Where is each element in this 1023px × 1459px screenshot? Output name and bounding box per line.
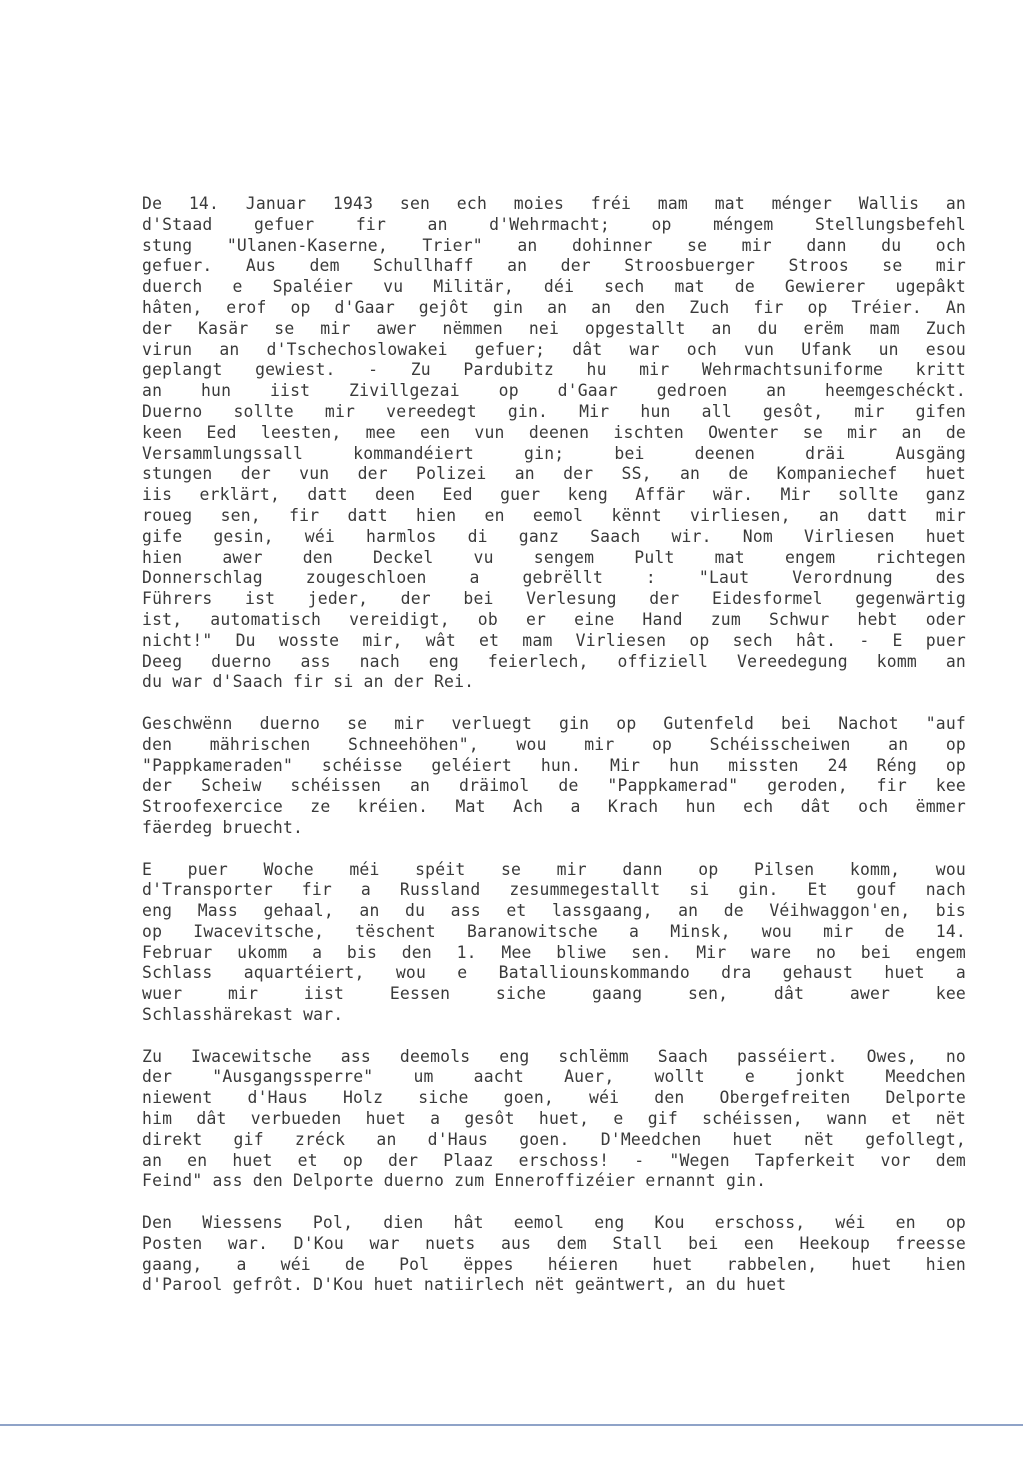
text-line: den mährischen Schneehöhen", wou mir op Schéisscheiwen an op <box>142 734 966 754</box>
text-line: virun an d'Tschechoslowakei gefuer; dât war och vun Ufank un esou <box>142 339 966 359</box>
text-line: an hun iist Zivillgezai op d'Gaar gedroen an heemgeschéckt. <box>142 381 966 401</box>
text-line: Schlasshärekast war. <box>142 1005 344 1025</box>
paragraph <box>142 1213 966 1296</box>
text-line: duerch e Spaléier vu Militär, déi sech mat de Gewierer ugepâkt <box>142 277 966 297</box>
document-body <box>142 194 966 1317</box>
text-line: keen Eed leesten, mee een vun deenen ischten Owenter se mir an de <box>142 422 966 442</box>
text-line: Donnerschlag zougeschloen a gebrëllt : "Laut Verordnung des <box>142 568 966 588</box>
text-line: du war d'Saach fir si an der Rei. <box>142 672 475 692</box>
bottom-rule <box>0 1424 1023 1426</box>
text-line: d'Transporter fir a Russland zesummegestallt si gin. Et gouf nach <box>142 880 966 900</box>
text-line: Geschwënn duerno se mir verluegt gin op Gutenfeld bei Nachot "auf <box>142 713 966 733</box>
text-line: iis erklärt, datt deen Eed guer keng Affär wär. Mir sollte ganz <box>142 485 966 505</box>
text-line: gefuer. Aus dem Schullhaff an der Stroosbuerger Stroos se mir <box>142 256 966 276</box>
text-line: roueg sen, fir datt hien en eemol kënnt virliesen, an datt mir <box>142 505 966 525</box>
text-line: ist, automatisch vereidigt, ob er eine Hand zum Schwur hebt oder <box>142 609 966 629</box>
text-line: De 14. Januar 1943 sen ech moies fréi mam mat ménger Wallis an <box>142 194 966 213</box>
text-line: Führers ist jeder, der bei Verlesung der Eidesformel gegenwärtig <box>142 589 966 609</box>
text-line: der "Ausgangssperre" um aacht Auer, wollt e jonkt Meedchen <box>142 1067 966 1087</box>
text-line: stung "Ulanen-Kaserne, Trier" an dohinner se mir dann du och <box>142 235 966 255</box>
text-line: op Iwacevitsche, tëschent Baranowitsche a Minsk, wou mir de 14. <box>142 921 966 941</box>
text-line: E puer Woche méi spéit se mir dann op Pilsen komm, wou <box>142 859 966 879</box>
text-line: nicht!" Du wosste mir, wât et mam Virliesen op sech hât. - E puer <box>142 630 966 650</box>
text-line: hien awer den Deckel vu sengem Pult mat engem richtegen <box>142 547 966 567</box>
text-line: hâten, erof op d'Gaar gejôt gin an an den Zuch fir op Tréier. An <box>142 297 966 317</box>
text-line: d'Staad gefuer fir an d'Wehrmacht; op méngem Stellungsbefehl <box>142 214 966 234</box>
text-line: Deeg duerno ass nach eng feierlech, offiziell Vereedegung komm an <box>142 651 966 671</box>
text-line: Februar ukomm a bis den 1. Mee bliwe sen. Mir ware no bei engem <box>142 942 966 962</box>
text-line: gife gesin, wéi harmlos di ganz Saach wir. Nom Virliesen huet <box>142 526 966 546</box>
text-line: eng Mass gehaal, an du ass et lassgaang, an de Véihwaggon'en, bis <box>142 901 966 921</box>
paragraph <box>142 714 966 839</box>
text-line: Versammlungssall kommandéiert gin; bei deenen dräi Ausgäng <box>142 443 966 463</box>
paragraph <box>142 860 966 1026</box>
text-line: Stroofexercice ze kréien. Mat Ach a Krach hun ech dât och ëmmer <box>142 797 966 817</box>
text-line: geplangt gewiest. - Zu Pardubitz hu mir Wehrmachtsuniforme kritt <box>142 360 966 380</box>
text-line: stungen der vun der Polizei an der SS, an de Kompaniechef huet <box>142 464 966 484</box>
text-line: "Pappkameraden" schéisse geléiert hun. Mir hun missten 24 Réng op <box>142 755 966 775</box>
text-line: Posten war. D'Kou war nuets aus dem Stall bei een Heekoup freesse <box>142 1233 966 1253</box>
paragraph <box>142 1047 966 1193</box>
text-line: direkt gif zréck an d'Haus goen. D'Meedchen huet nët gefollegt, <box>142 1129 966 1149</box>
text-line: der Scheiw schéissen an dräimol de "Pappkamerad" geroden, fir kee <box>142 776 966 796</box>
text-line: Schlass aquartéiert, wou e Batalliounskommando dra gehaust huet a <box>142 963 966 983</box>
text-line: Duerno sollte mir vereedegt gin. Mir hun all gesôt, mir gifen <box>142 401 966 421</box>
paragraph <box>142 194 966 693</box>
text-line: an en huet et op der Plaaz erschoss! - "Wegen Tapferkeit vor dem <box>142 1150 966 1170</box>
text-line: fäerdeg bruecht. <box>142 817 304 837</box>
text-line: wuer mir iist Eessen siche gaang sen, dât awer kee <box>142 984 966 1004</box>
text-line: niewent d'Haus Holz siche goen, wéi den Obergefreiten Delporte <box>142 1088 966 1108</box>
text-line: Feind" ass den Delporte duerno zum Enneroffizéier ernannt gin. <box>142 1171 767 1191</box>
text-line: der Kasär se mir awer nëmmen nei opgestallt an du erëm mam Zuch <box>142 318 966 338</box>
text-line: Den Wiessens Pol, dien hât eemol eng Kou erschoss, wéi en op <box>142 1213 966 1233</box>
text-line: him dât verbueden huet a gesôt huet, e gif schéissen, wann et nët <box>142 1109 966 1129</box>
text-line: Zu Iwacewitsche ass deemols eng schlëmm Saach passéiert. Owes, no <box>142 1046 966 1066</box>
text-line: gaang, a wéi de Pol ëppes héieren huet rabbelen, huet hien <box>142 1254 966 1274</box>
text-line: d'Parool gefrôt. D'Kou huet natiirlech nët geäntwert, an du huet <box>142 1275 787 1295</box>
